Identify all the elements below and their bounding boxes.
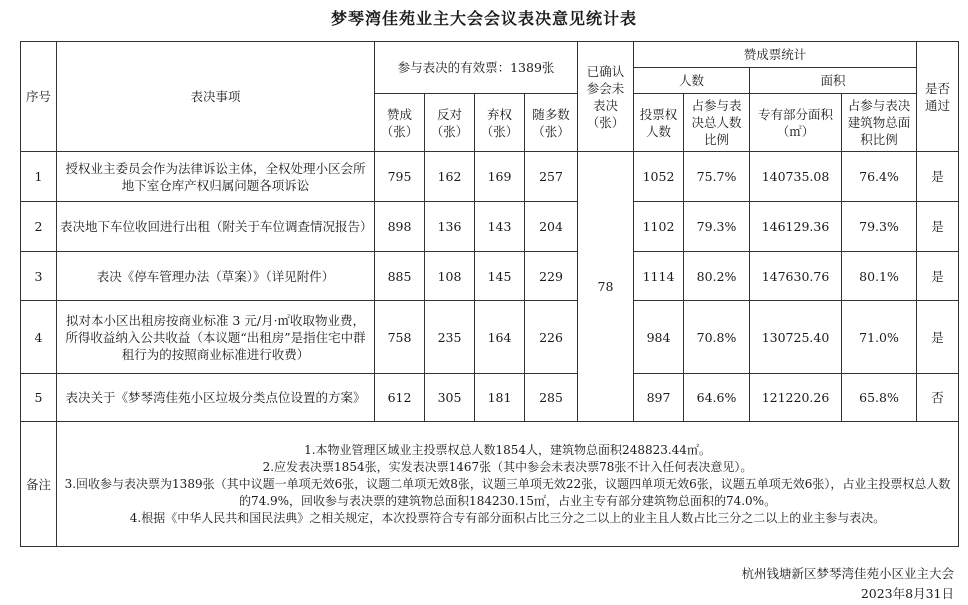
row-oppose: 162: [425, 152, 475, 202]
row-oppose: 235: [425, 301, 475, 374]
row-item: 表决关于《梦琴湾佳苑小区垃圾分类点位设置的方案》: [57, 374, 375, 422]
row-oppose: 136: [425, 202, 475, 252]
row-follow: 226: [525, 301, 578, 374]
table-row: [21, 202, 959, 252]
row-people-ratio: 64.6%: [684, 374, 750, 422]
vote-statistics-table: [20, 41, 959, 547]
header-voter-count: 投票权人数: [634, 94, 684, 152]
row-people-ratio: 79.3%: [684, 202, 750, 252]
row-abstain: 169: [475, 152, 525, 202]
row-abstain: 143: [475, 202, 525, 252]
row-item: 拟对本小区出租房按商业标准 3 元/月·㎡收取物业费，所得收益纳入公共收益（本议题“出租房”是指住宅中群租行为的按照商业标准进行收费）: [57, 301, 375, 374]
row-seq: 2: [21, 202, 57, 252]
header-approve: 赞成（张）: [375, 94, 425, 152]
header-people-ratio: 占参与表决总人数比例: [684, 94, 750, 152]
row-passed: 是: [917, 152, 959, 202]
row-item: 授权业主委员会作为法律诉讼主体，全权处理小区会所地下室仓库产权归属问题各项诉讼: [57, 152, 375, 202]
row-follow: 229: [525, 252, 578, 301]
note-line: 2.应发表决票1854张，实发表决票1467张（其中参会未表决票78张不计入任何表决意见）。: [262, 459, 753, 474]
row-area-ratio: 80.1%: [842, 252, 917, 301]
note-line: 4.根据《中华人民共和国民法典》之相关规定，本次投票符合专有部分面积占比三分之二以上的业主且人数占比三分之二以上的业主参与表决。: [129, 510, 886, 525]
header-oppose: 反对（张）: [425, 94, 475, 152]
row-voters: 984: [634, 301, 684, 374]
row-item: 表决《停车管理办法（草案）》（详见附件）: [57, 252, 375, 301]
row-voters: 1102: [634, 202, 684, 252]
header-area-ratio: 占参与表决建筑物总面积比例: [842, 94, 917, 152]
row-area: 130725.40: [750, 301, 842, 374]
row-approve: 795: [375, 152, 425, 202]
row-abstain: 181: [475, 374, 525, 422]
row-area-ratio: 65.8%: [842, 374, 917, 422]
row-passed: 是: [917, 252, 959, 301]
header-item: 表决事项: [57, 42, 375, 152]
notes-content: [57, 422, 959, 547]
row-voters: 1052: [634, 152, 684, 202]
row-area: 147630.76: [750, 252, 842, 301]
row-follow: 204: [525, 202, 578, 252]
row-area-ratio: 71.0%: [842, 301, 917, 374]
row-people-ratio: 70.8%: [684, 301, 750, 374]
header-approve-stats: 赞成票统计: [634, 42, 917, 68]
row-oppose: 108: [425, 252, 475, 301]
row-follow: 285: [525, 374, 578, 422]
header-area-sum: 专有部分面积（㎡）: [750, 94, 842, 152]
row-seq: 5: [21, 374, 57, 422]
row-passed: 是: [917, 301, 959, 374]
row-people-ratio: 80.2%: [684, 252, 750, 301]
header-abstain: 弃权（张）: [475, 94, 525, 152]
page-title: 梦琴湾佳苑业主大会会议表决意见统计表: [330, 9, 637, 28]
table-row: [21, 152, 959, 202]
row-approve: 758: [375, 301, 425, 374]
table-row: [21, 252, 959, 301]
row-follow: 257: [525, 152, 578, 202]
row-people-ratio: 75.7%: [684, 152, 750, 202]
row-area-ratio: 76.4%: [842, 152, 917, 202]
row-voters: 897: [634, 374, 684, 422]
row-abstain: 164: [475, 301, 525, 374]
row-approve: 612: [375, 374, 425, 422]
row-area: 121220.26: [750, 374, 842, 422]
footer-org: 杭州钱塘新区梦琴湾佳苑小区业主大会: [741, 566, 954, 581]
row-area-ratio: 79.3%: [842, 202, 917, 252]
notes-row: [21, 422, 959, 547]
row-voters: 1114: [634, 252, 684, 301]
row-seq: 4: [21, 301, 57, 374]
note-line: 1.本物业管理区域业主投票权总人数1854人，建筑物总面积248823.44㎡。: [304, 442, 711, 457]
header-seq: 序号: [21, 42, 57, 152]
row-area: 146129.36: [750, 202, 842, 252]
row-seq: 1: [21, 152, 57, 202]
table-row: [21, 374, 959, 422]
row-passed: 是: [917, 202, 959, 252]
row-oppose: 305: [425, 374, 475, 422]
row-item: 表决地下车位收回进行出租（附关于车位调查情况报告）: [57, 202, 375, 252]
header-valid-votes: 参与表决的有效票：1389张: [375, 42, 578, 94]
header-people: 人数: [634, 68, 750, 94]
row-approve: 898: [375, 202, 425, 252]
notes-label: 备注: [21, 422, 57, 547]
unvoted-value: 78: [578, 152, 634, 422]
row-approve: 885: [375, 252, 425, 301]
note-line: 3.回收参与表决票为1389张（其中议题一单项无效6张，议题二单项无效8张，议题三单项无效22张，议题四单项无效6张，议题五单项无效6张），占业主投票权总人数的74.9%，回收参与表决票的建筑物总面积184230.15㎡，占业主专有部分建筑物总面积的74.0%。: [64, 476, 951, 508]
table-row: [21, 301, 959, 374]
row-area: 140735.08: [750, 152, 842, 202]
header-area: 面积: [750, 68, 917, 94]
row-passed: 否: [917, 374, 959, 422]
header-passed: 是否通过: [917, 42, 959, 152]
header-follow: 随多数（张）: [525, 94, 578, 152]
row-abstain: 145: [475, 252, 525, 301]
footer-date: 2023年8月31日: [860, 586, 954, 601]
row-seq: 3: [21, 252, 57, 301]
header-unvoted: 已确认参会未表决（张）: [578, 42, 634, 152]
